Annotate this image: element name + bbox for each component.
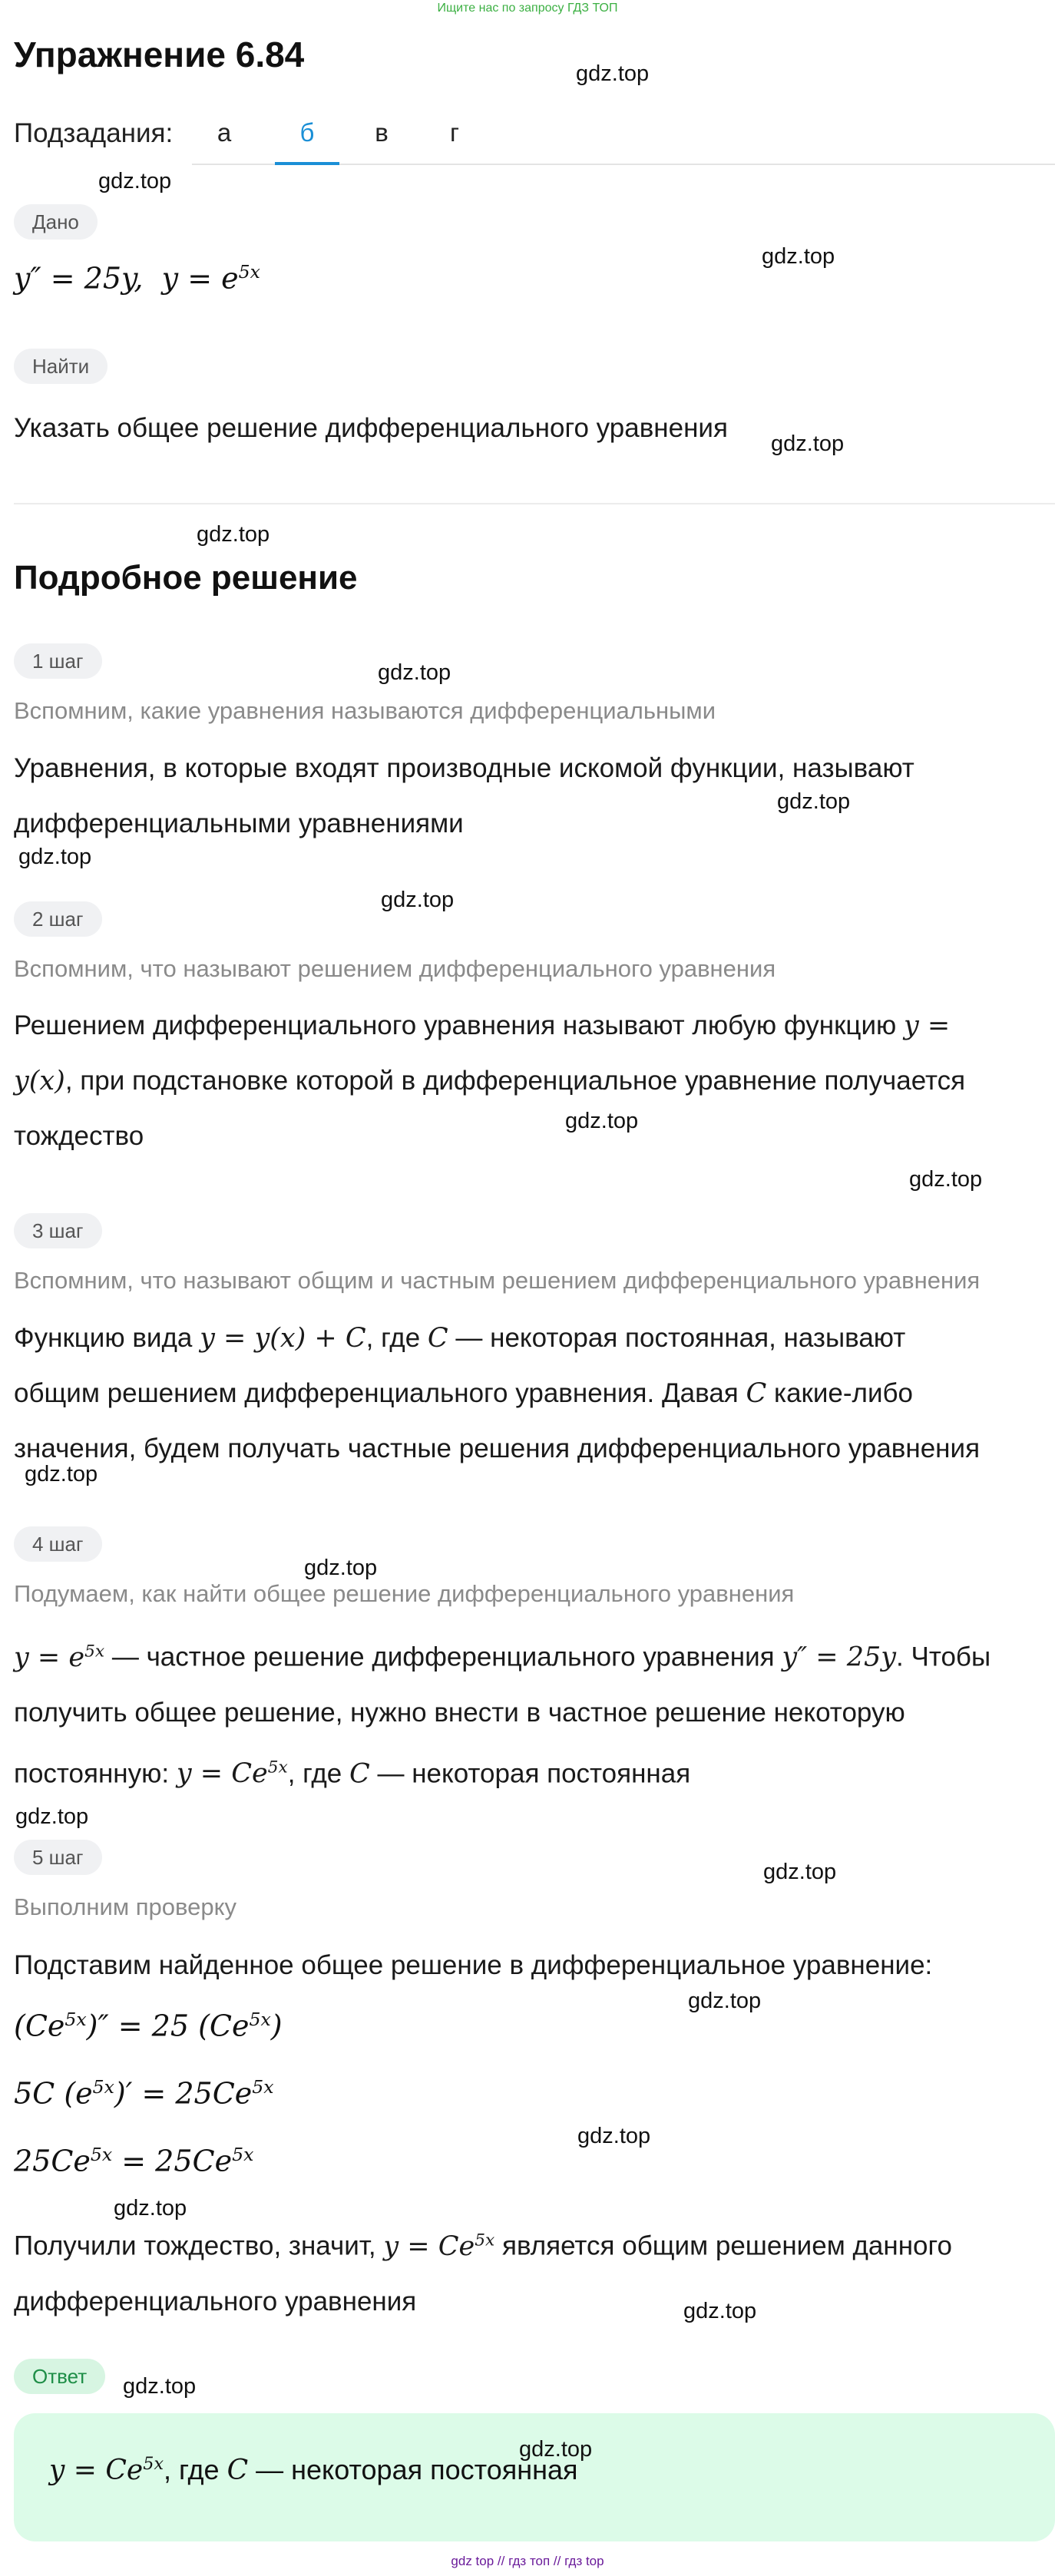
watermark: gdz.top	[25, 1462, 98, 1486]
watermark: gdz.top	[114, 2196, 187, 2221]
step-5-hint: Выполним проверку	[14, 1893, 237, 1920]
watermark: gdz.top	[519, 2437, 593, 2462]
watermark: gdz.top	[683, 2299, 757, 2323]
step-1-badge: 1 шаг	[14, 643, 102, 679]
given-formula: y″ = 25y, $y = e^{5x}$	[14, 261, 260, 296]
answer-text: $y = Ce^{5x}$, где C — некоторая постоянная	[49, 2454, 578, 2486]
given-badge: Дано	[14, 204, 98, 240]
answer-badge: Ответ	[14, 2359, 105, 2394]
watermark: gdz.top	[15, 1804, 89, 1829]
watermark: gdz.top	[688, 1989, 762, 2013]
check-formula-3: $25Ce^{5x} = 25Ce^{5x}$	[14, 2144, 254, 2178]
watermark: gdz.top	[304, 1556, 378, 1580]
step-3-text: Функцию вида y = y(x) + C, где C — некоторая постоянная, называют общим решением дифференциального уравнения. Давая C какие-либо значения, будем получать частные решения дифференциального уравнения	[14, 1323, 981, 1463]
step-4-text: $y = e^{5x}$ — частное решение дифференциального уравнения y″ = 25y. Чтобы получить общее решение, нужно внести в частное решение некоторую постоянную: $y = Ce^{5x}$, где C — некоторая постоянная	[14, 1642, 991, 1790]
check-formula-1: $(Ce^{5x})'' = 25$ $(Ce^{5x})$	[14, 2009, 283, 2043]
watermark: gdz.top	[98, 169, 172, 193]
step-2-badge: 2 шаг	[14, 901, 102, 937]
find-badge: Найти	[14, 349, 107, 384]
watermark: gdz.top	[123, 2374, 197, 2399]
tab-v[interactable]: в	[375, 118, 389, 147]
solution-title: Подробное решение	[14, 559, 358, 597]
watermark: gdz.top	[762, 244, 835, 269]
watermark: gdz.top	[763, 1860, 837, 1884]
check-formula-2: 5C $(e^{5x})' = 25Ce^{5x}$	[14, 2076, 274, 2111]
find-text: Указать общее решение дифференциального уравнения	[14, 413, 728, 443]
step-5-conclusion: Получили тождество, значит, $y = Ce^{5x}$ является общим решением данного дифференциального уравнения	[14, 2230, 952, 2316]
watermark: gdz.top	[771, 432, 845, 456]
step-2-text: Решением дифференциального уравнения называют любую функцию y = y(x), при подстановке которой в дифференциальное уравнение получается тождество	[14, 1010, 966, 1151]
tab-g[interactable]: г	[449, 118, 460, 147]
step-3-hint: Вспомним, что называют общим и частным решением дифференциального уравнения	[14, 1267, 981, 1294]
watermark: gdz.top	[565, 1109, 639, 1133]
subtask-tabs	[192, 107, 1055, 165]
watermark: gdz.top	[777, 789, 851, 814]
section-divider	[14, 503, 1055, 504]
watermark: gdz.top	[576, 61, 650, 86]
watermark: gdz.top	[197, 522, 270, 547]
watermark: gdz.top	[909, 1167, 983, 1192]
tab-a[interactable]: а	[217, 118, 232, 147]
watermark: gdz.top	[577, 2124, 651, 2148]
step-1-text: Уравнения, в которые входят производные искомой функции, называют дифференциальными уравнениями	[14, 753, 914, 838]
tab-b[interactable]: б	[275, 118, 339, 147]
step-5-intro: Подставим найденное общее решение в дифференциальное уравнение:	[14, 1950, 933, 1980]
page-title: Упражнение 6.84	[14, 35, 305, 74]
step-4-badge: 4 шаг	[14, 1526, 102, 1562]
step-5-badge: 5 шаг	[14, 1840, 102, 1875]
watermark: gdz.top	[18, 845, 92, 869]
watermark: gdz.top	[381, 888, 455, 912]
top-banner: Ищите нас по запросу ГДЗ ТОП	[437, 2, 618, 15]
step-3-badge: 3 шаг	[14, 1213, 102, 1248]
step-1-hint: Вспомним, какие уравнения называются дифференциальными	[14, 697, 716, 724]
step-4-hint: Подумаем, как найти общее решение дифференциального уравнения	[14, 1580, 795, 1607]
step-2-hint: Вспомним, что называют решением дифференциального уравнения	[14, 955, 776, 982]
watermark: gdz.top	[378, 660, 451, 685]
subtasks-label: Подзадания:	[14, 118, 174, 148]
footer: gdz top // гдз топ // гдз top	[451, 2554, 604, 2568]
